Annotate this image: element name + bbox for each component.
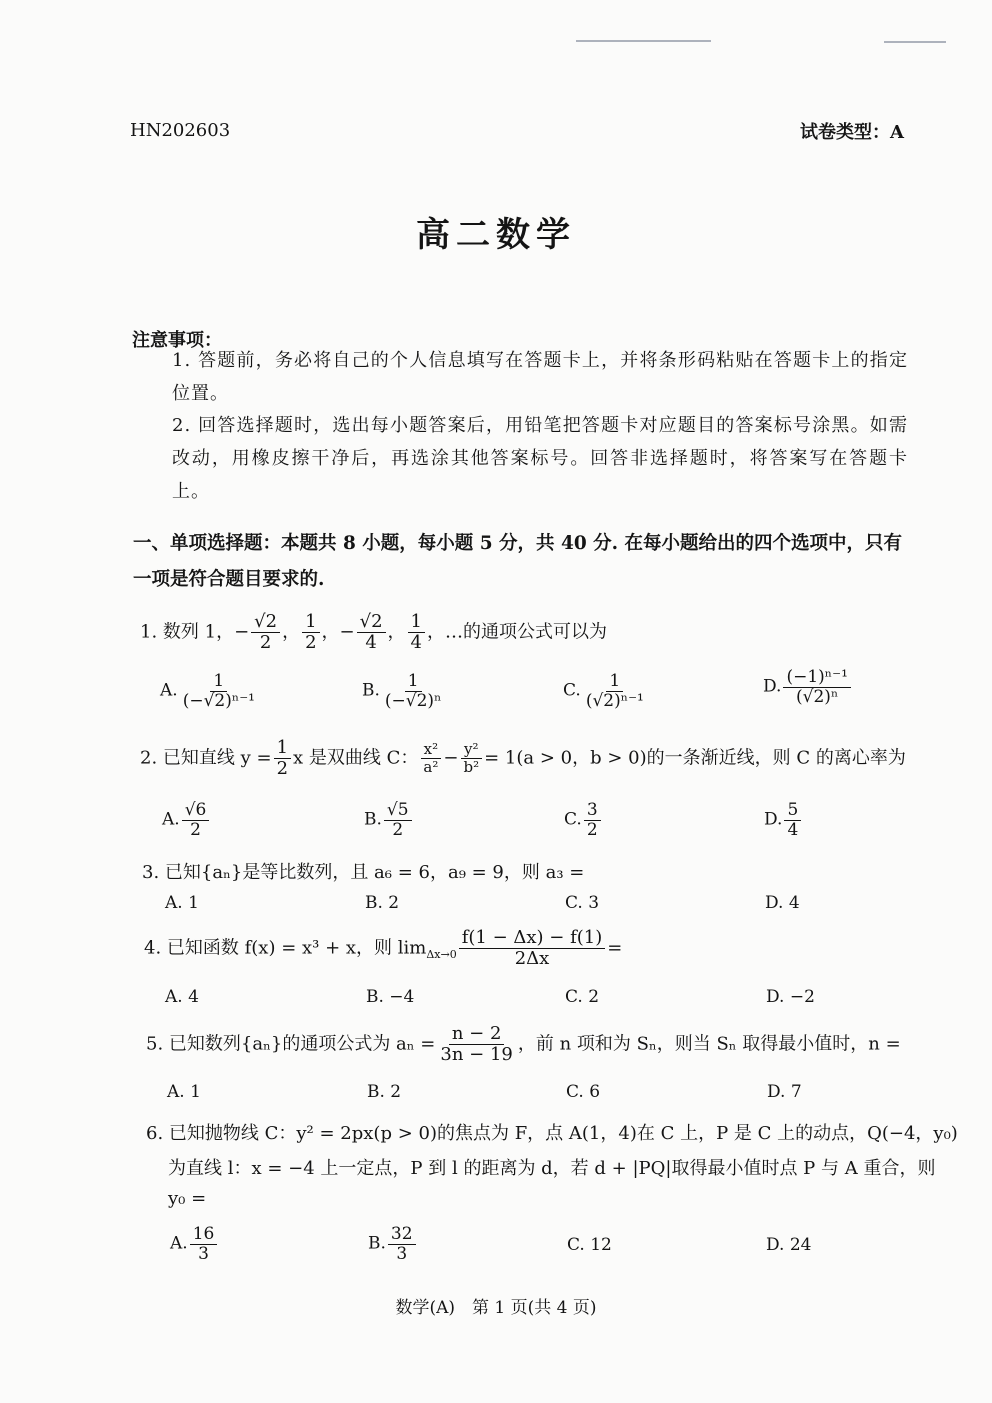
q2-option-a: A. $\frac{√6}{2}$ <box>162 801 211 839</box>
q1-option-c: C. $\frac{1}{\text{(√2)ⁿ⁻¹}}$ <box>563 671 644 711</box>
q6-option-d: D. 24 <box>766 1235 812 1255</box>
question-2: 2. 已知直线 y = $\frac{1}{2}$ x 是双曲线 C： $\frac{\text{x²}}{\text{a²}}$ − $\frac{\text{y²}}{\text{b²}}$ = 1(a > 0，b > 0)的一条渐近线，则 C 的离心率为 <box>140 737 906 779</box>
notice-heading: 注意事项： <box>132 330 222 351</box>
exam-code: HN202603 <box>130 120 231 141</box>
q5-option-b: B. 2 <box>367 1082 402 1102</box>
scan-artifact-line <box>884 41 946 43</box>
q3-option-b: B. 2 <box>365 893 400 913</box>
question-4: 4. 已知函数 f(x) = x³ + x，则 $\lim_{\Delta x\to 0}$ $\frac{f(1 - \Delta x) - f(1)}{2\Delta x}$ = <box>144 927 623 969</box>
q6-option-a: A. $\frac{16}{3}$ <box>170 1225 219 1263</box>
question-5: 5. 已知数列{aₙ}的通项公式为 aₙ = $\frac{n - 2}{3n - 19}$ ，前 n 项和为 Sₙ，则当 Sₙ 取得最小值时，n = <box>146 1023 901 1065</box>
page-footer: 数学(A) 第 1 页(共 4 页) <box>395 1298 597 1318</box>
question-6-line-2: 为直线 l：x = −4 上一定点，P 到 l 的距离为 d，若 d + |PQ|取得最小值时点 P 与 A 重合，则 <box>168 1158 936 1179</box>
q1-term-2: $\frac{√2}{2}$ <box>251 612 280 653</box>
q6-option-b: B. $\frac{32}{3}$ <box>368 1225 418 1263</box>
q2-option-c: C. $\frac{3}{2}$ <box>564 801 603 839</box>
question-6-line-3: y₀ = <box>168 1188 207 1209</box>
q5-option-a: A. 1 <box>167 1082 201 1102</box>
notice-item-1: 1. 答题前，务必将自己的个人信息填写在答题卡上，并将条形码粘贴在答题卡上的指定位置。 <box>172 350 908 404</box>
q3-option-a: A. 1 <box>165 893 199 913</box>
q1-term-3: $\frac{1}{2}$ <box>302 612 319 653</box>
question-1: 1. 数列 1，− $\frac{√2}{2}$ ， $\frac{1}{2}$ ，− $\frac{√2}{4}$ ， $\frac{1}{4}$ ，…的通项公式可以为 <box>140 611 607 653</box>
q3-option-c: C. 3 <box>565 893 600 913</box>
question-3: 3. 已知{aₙ}是等比数列，且 a₆ = 6，a₉ = 9，则 a₃ = <box>142 862 585 883</box>
section-heading: 一、单项选择题：本题共 8 小题，每小题 5 分，共 40 分. 在每小题给出的四个选项中，只有一项是符合题目要求的. <box>133 533 903 590</box>
q6-option-c: C. 12 <box>567 1235 612 1255</box>
q1-option-b: B. $\frac{1}{\text{(−√2)ⁿ}}$ <box>362 671 442 711</box>
notice-item-2: 2. 回答选择题时，选出每小题答案后，用铅笔把答题卡对应题目的答案标号涂黑。如需改动，用橡皮擦干净后，再选涂其他答案标号。回答非选择题时，将答案写在答题卡上。 <box>172 415 908 502</box>
q1-option-d: D. $\frac{\text{(−1)ⁿ⁻¹}}{\text{(√2)ⁿ}}$ <box>763 668 853 706</box>
q1-term-5: $\frac{1}{4}$ <box>408 612 425 653</box>
paper-type: 试卷类型：A <box>800 122 904 143</box>
q4-option-b: B. −4 <box>366 987 415 1007</box>
q1-suffix: ，…的通项公式可以为 <box>427 621 607 643</box>
q4-option-d: D. −2 <box>766 987 815 1007</box>
q4-option-a: A. 4 <box>165 987 199 1007</box>
q4-limit-subscript: Δx→0 <box>426 947 457 961</box>
scan-artifact-line <box>576 40 711 42</box>
q2-option-d: D. $\frac{5}{4}$ <box>764 801 803 839</box>
question-6-line-1: 6. 已知抛物线 C：y² = 2px(p > 0)的焦点为 F，点 A(1，4)在 C 上，P 是 C 上的动点，Q(−4，y₀) <box>146 1123 958 1144</box>
page-title: 高二数学 <box>416 215 576 255</box>
q5-option-d: D. 7 <box>767 1082 802 1102</box>
q1-prefix: 1. 数列 1，− <box>140 621 250 643</box>
q2-option-b: B. $\frac{√5}{2}$ <box>364 801 414 839</box>
q3-option-d: D. 4 <box>765 893 800 913</box>
q5-option-c: C. 6 <box>566 1082 601 1102</box>
q1-option-a: A. $\frac{1}{\text{(−√2)ⁿ⁻¹}}$ <box>160 671 255 711</box>
q1-term-4: $\frac{√2}{4}$ <box>357 612 386 653</box>
q4-option-c: C. 2 <box>565 987 600 1007</box>
